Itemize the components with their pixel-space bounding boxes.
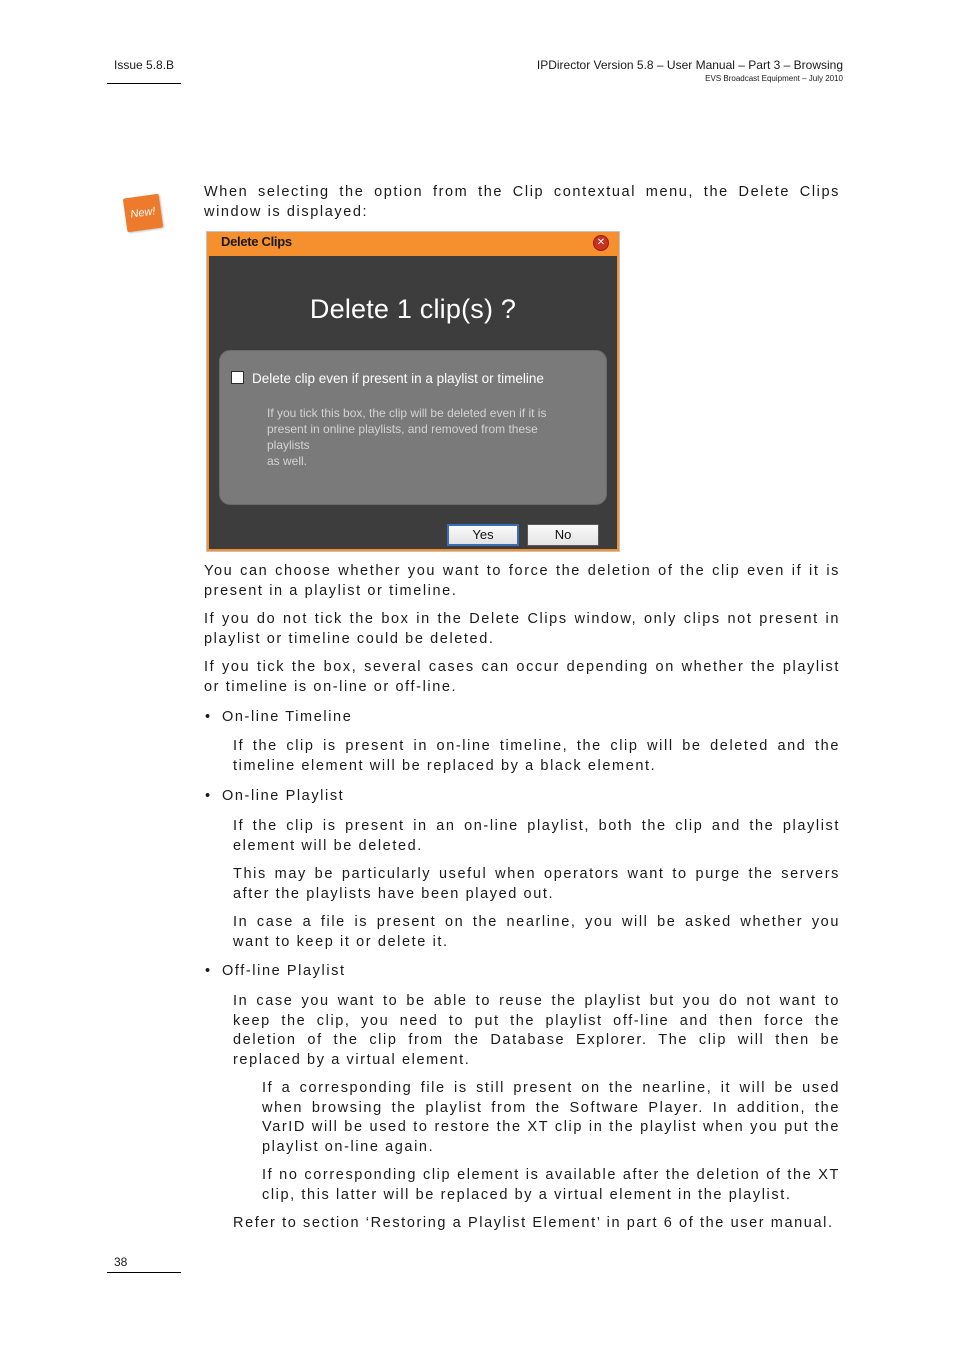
paragraph: If you do not tick the box in the Delete Clips window, only clips not present in playlist or timeline could be deleted. (204, 611, 840, 647)
paragraph: If you tick the box, several cases can occur depending on whether the playlist or timeline is on-line or off-line. (204, 659, 840, 695)
bullet-item (205, 963, 346, 979)
bullet-item (205, 709, 353, 725)
paragraph: You can choose whether you want to force the deletion of the clip even if it is present in a playlist or timeline. (204, 563, 840, 599)
footer-rule (107, 1272, 181, 1273)
help-line: If you tick this box, the clip will be deleted even if it is (267, 406, 547, 420)
header-subtitle: EVS Broadcast Equipment – July 2010 (705, 74, 843, 83)
bullet-label: On-line Timeline (222, 709, 353, 725)
close-icon[interactable]: ✕ (593, 235, 609, 251)
delete-clips-dialog (206, 231, 620, 552)
help-text (267, 405, 567, 469)
page-number: 38 (114, 1255, 128, 1269)
paragraph: If a corresponding file is still present on the nearline, it will be used when browsing the playlist from the Software Player. In addition, the VarID will be used to restore the XT clip in the playlist when you put the playlist on-line again. (262, 1080, 840, 1155)
header-title: IPDirector Version 5.8 – User Manual – Part 3 – Browsing (536, 58, 843, 72)
no-button[interactable]: No (527, 524, 599, 546)
yes-button[interactable]: Yes (447, 524, 519, 546)
paragraph: In case you want to be able to reuse the playlist but you do not want to keep the clip, you need to put the playlist off-line and then force the deletion of the clip from the Database Explorer. The clip will then be replaced by a virtual element. (233, 993, 840, 1068)
force-delete-checkbox-label: Delete clip even if present in a playlist or timeline (252, 371, 544, 386)
bullet-item (205, 788, 345, 804)
bullet-dot: • (205, 963, 212, 979)
dialog-title: Delete Clips (221, 234, 292, 249)
bullet-label: On-line Playlist (222, 788, 345, 804)
dialog-options-panel (219, 350, 607, 505)
bullet-dot: • (205, 788, 212, 804)
header-rule (107, 83, 181, 84)
help-line: present in online playlists, and removed from these (267, 422, 538, 436)
header-issue: Issue 5.8.B (114, 58, 175, 72)
dialog-body (209, 256, 617, 549)
help-line: playlists (267, 438, 310, 452)
dialog-heading: Delete 1 clip(s) ? (309, 294, 517, 324)
header-right (537, 58, 843, 83)
bullet-dot: • (205, 709, 212, 725)
paragraph: In case a file is present on the nearline, you will be asked whether you want to keep it or delete it. (233, 914, 840, 950)
intro-paragraph: When selecting the option from the Clip contextual menu, the Delete Clips window is displayed: (204, 184, 840, 220)
paragraph: If the clip is present in on-line timeline, the clip will be deleted and the timeline element will be replaced by a black element. (233, 738, 840, 774)
paragraph: If no corresponding clip element is available after the deletion of the XT clip, this latter will be replaced by a virtual element in the playlist. (262, 1167, 840, 1203)
new-badge-icon: New! (123, 194, 163, 233)
paragraph: Refer to section ‘Restoring a Playlist Element’ in part 6 of the user manual. (233, 1215, 834, 1231)
paragraph: This may be particularly useful when operators want to purge the servers after the playlists have been played out. (233, 866, 840, 902)
bullet-label: Off-line Playlist (222, 963, 346, 979)
paragraph: If the clip is present in an on-line playlist, both the clip and the playlist element will be deleted. (233, 818, 840, 854)
force-delete-checkbox[interactable] (231, 371, 244, 384)
help-line: as well. (267, 454, 308, 468)
